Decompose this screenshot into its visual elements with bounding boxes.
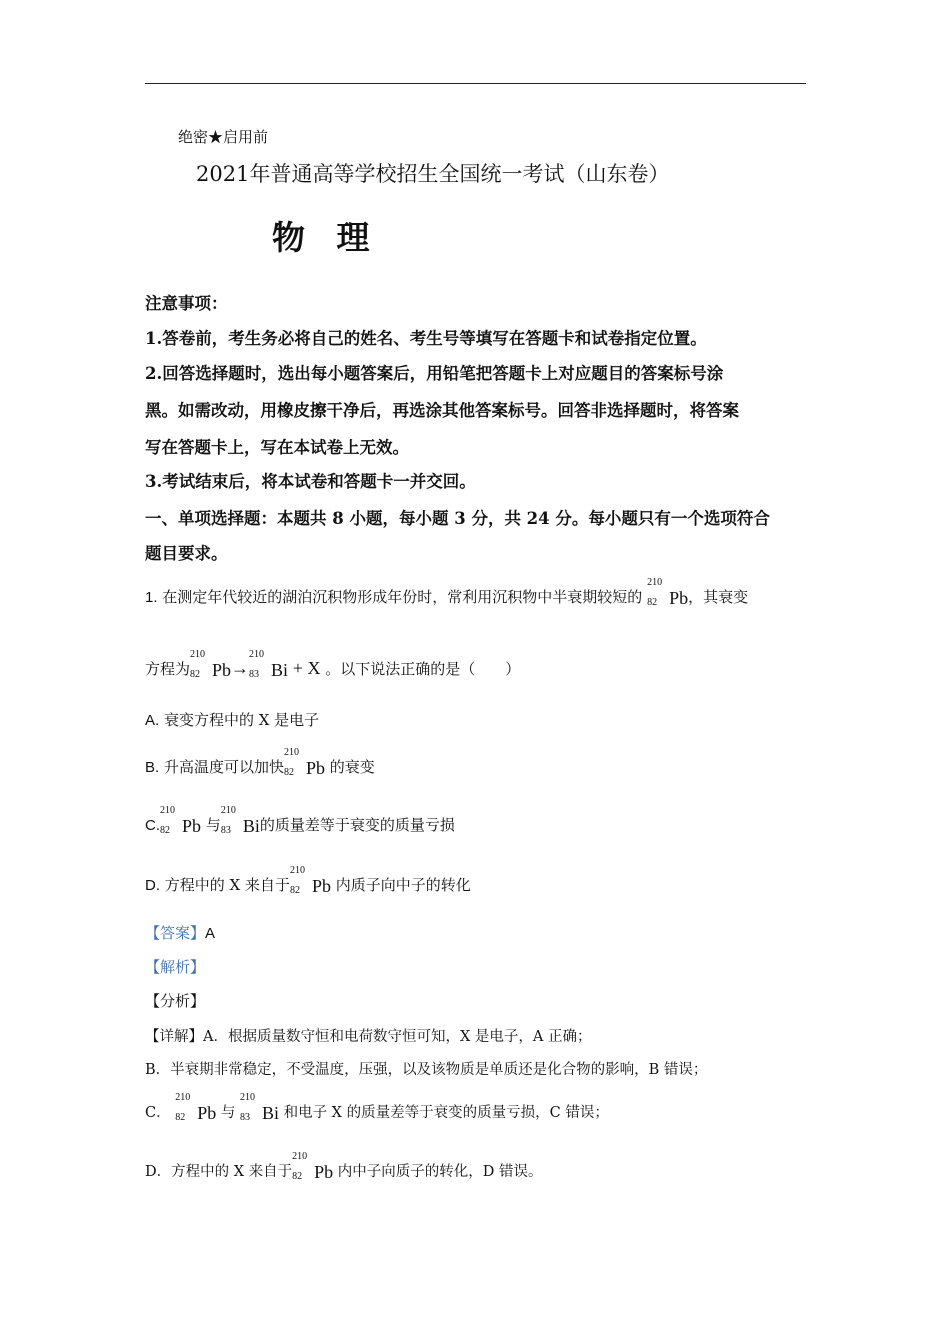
stem-text: 方程为 (145, 660, 191, 678)
header-rule (145, 83, 806, 84)
stem-text: ，其衰变 (688, 588, 749, 606)
detail-line-a: 【详解】A．根据质量数守恒和电荷数守恒可知，X 是电子，A 正确； (145, 1029, 592, 1045)
option-c: C. 210 82 Pb 与 210 83 Bi的质量差等于衰变的质量亏损 (145, 804, 455, 836)
notice-item-2-line-1: 2.回答选择题时，选出每小题答案后，用铅笔把答题卡上对应题目的答案标号涂 (145, 364, 724, 383)
option-b: B. 升高温度可以加快 210 82 Pb 的衰变 (145, 746, 375, 778)
detail-line-c: C． 210 82 Pb 与 210 83 Bi 和电子 X 的质量差等于衰变的质量亏损，C 错误； (145, 1091, 609, 1123)
nuclide-pb: 210 82 Pb (190, 648, 232, 680)
question-1-stem-line-1 (145, 576, 749, 609)
nuclide-pb: 210 82 Pb (647, 576, 689, 608)
answer-tag: 【答案】 (145, 924, 206, 942)
notice-item-2-line-2: 黑。如需改动，用橡皮擦干净后，再选涂其他答案标号。回答非选择题时，将答案 (145, 401, 739, 420)
detail-tag: 【详解】 (145, 1029, 203, 1045)
exam-title: 2021年普通高等学校招生全国统一考试（山东卷） (196, 162, 670, 186)
nuclide-pb: 210 82 Pb (290, 864, 332, 896)
section-heading-line-1: 一、单项选择题：本题共 8 小题，每小题 3 分，共 24 分。每小题只有一个选项符合 (145, 509, 770, 528)
answer-value: A (205, 925, 216, 942)
detail-line-b: B．半衰期非常稳定，不受温度，压强，以及该物质是单质还是化合物的影响，B 错误； (145, 1062, 708, 1078)
nuclide-bi: 210 83 Bi (249, 648, 289, 680)
nuclide-pb: 210 82 Pb (283, 746, 325, 778)
analysis-tag: 【解析】 (145, 958, 206, 976)
stem-text: 。以下说法正确的是（ ） (325, 660, 521, 678)
subject-title: 物 理 (272, 218, 380, 257)
nuclide-bi: 210 83 Bi (220, 804, 260, 836)
notice-item-1: 1.答卷前，考生务必将自己的姓名、考生号等填写在答题卡和试卷指定位置。 (145, 329, 707, 348)
detail-line-d: D．方程中的 X 来自于 210 82 Pb 内中子向质子的转化，D 错误。 (145, 1150, 543, 1182)
nuclide-pb: 210 82 Pb (160, 804, 202, 836)
section-heading-line-2: 题目要求。 (145, 544, 228, 563)
nuclide-pb: 210 82 Pb (292, 1150, 334, 1182)
nuclide-bi: 210 83 Bi (239, 1091, 279, 1123)
notice-title: 注意事项： (145, 294, 228, 313)
notice-item-2-line-3: 写在答题卡上，写在本试卷上无效。 (145, 438, 409, 457)
option-a: A. 衰变方程中的 X 是电子 (145, 711, 320, 729)
option-d: D. 方程中的 X 来自于 210 82 Pb 内质子向中子的转化 (145, 864, 471, 896)
notice-item-3: 3.考试结束后，将本试卷和答题卡一并交回。 (145, 472, 476, 491)
plus-x: + X (292, 658, 321, 678)
fenxi-tag: 【分析】 (145, 992, 206, 1010)
question-1-stem-line-2 (145, 648, 521, 681)
answer-line (145, 922, 215, 943)
secret-label: 绝密★启用前 (178, 128, 269, 146)
stem-text: 在测定年代较近的湖泊沉积物形成年份时，常利用沉积物中半衰期较短的 (162, 588, 643, 606)
question-number: 1. (145, 589, 158, 606)
nuclide-pb: 210 82 Pb (175, 1091, 217, 1123)
arrow-symbol: → (231, 658, 250, 678)
